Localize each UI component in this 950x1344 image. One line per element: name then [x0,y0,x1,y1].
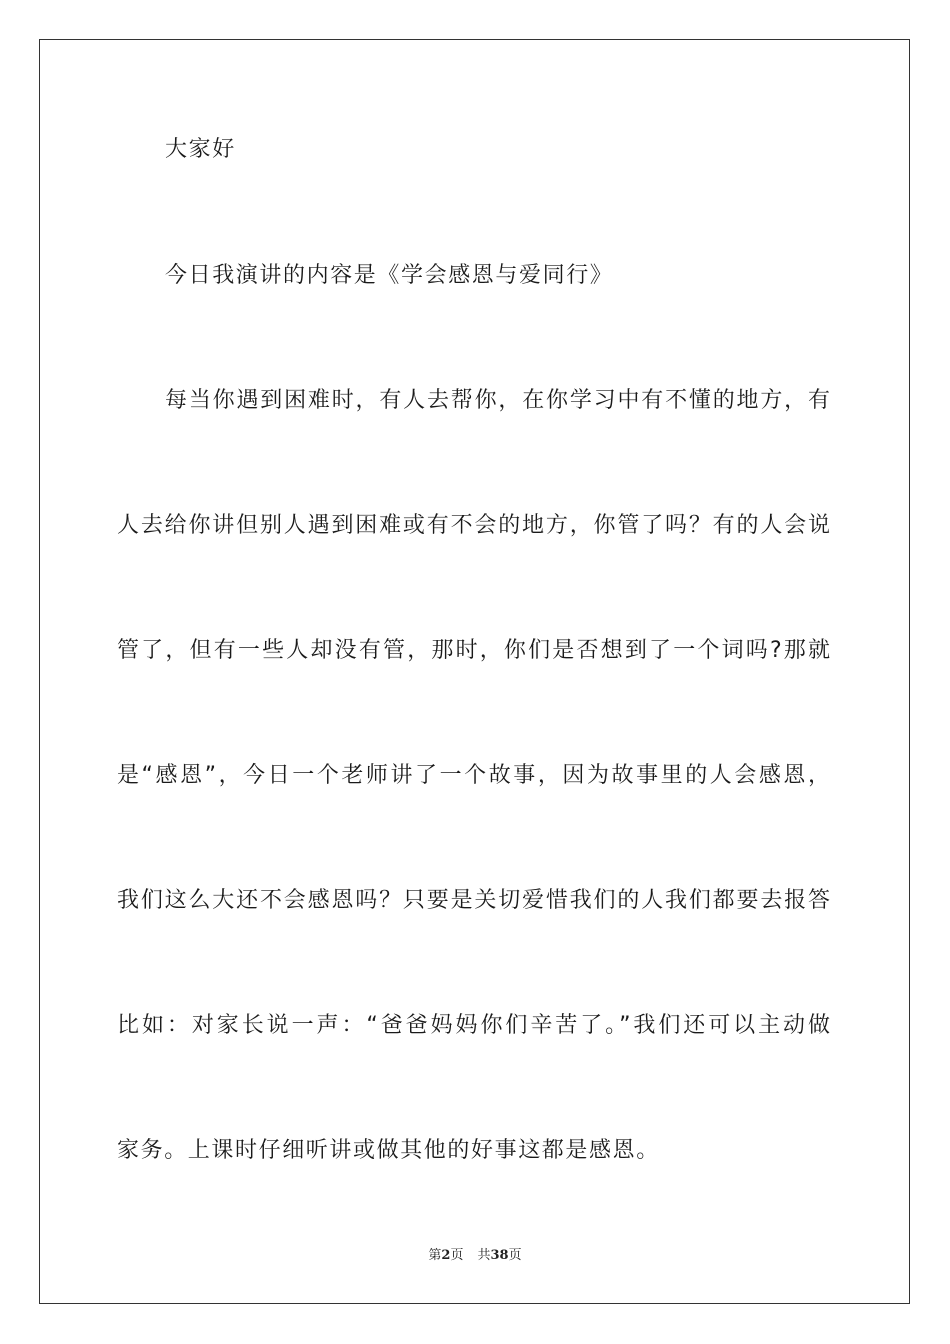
page-prefix: 第 [428,1248,442,1263]
total-suffix: 页 [508,1248,522,1263]
paragraph-line-3: 管了，但有一些人却没有管，那时，你们是否想到了一个词吗?那就 [117,638,830,663]
paragraph-line-1: 每当你遇到困难时，有人去帮你，在你学习中有不懂的地方，有 [165,388,830,413]
paragraph-line-7: 家务。上课时仔细听讲或做其他的好事这都是感恩。 [117,1138,660,1163]
total-prefix: 共 [477,1248,491,1263]
topic-line: 今日我演讲的内容是《学会感恩与爱同行》 [165,263,614,288]
page-number: 2 [441,1248,451,1263]
paragraph-line-6: 比如：对家长说一声：“爸爸妈妈你们辛苦了。”我们还可以主动做 [117,1013,830,1038]
page-footer [0,1248,950,1264]
paragraph-line-2: 人去给你讲但别人遇到困难或有不会的地方，你管了吗？有的人会说 [117,513,830,538]
page-suffix: 页 [450,1248,464,1263]
total-pages: 38 [490,1248,509,1263]
greeting-line: 大家好 [165,137,236,162]
paragraph-line-4: 是“感恩”，今日一个老师讲了一个故事，因为故事里的人会感恩， [117,763,830,788]
page-border [39,39,910,1304]
paragraph-line-5: 我们这么大还不会感恩吗？只要是关切爱惜我们的人我们都要去报答 [117,888,830,913]
